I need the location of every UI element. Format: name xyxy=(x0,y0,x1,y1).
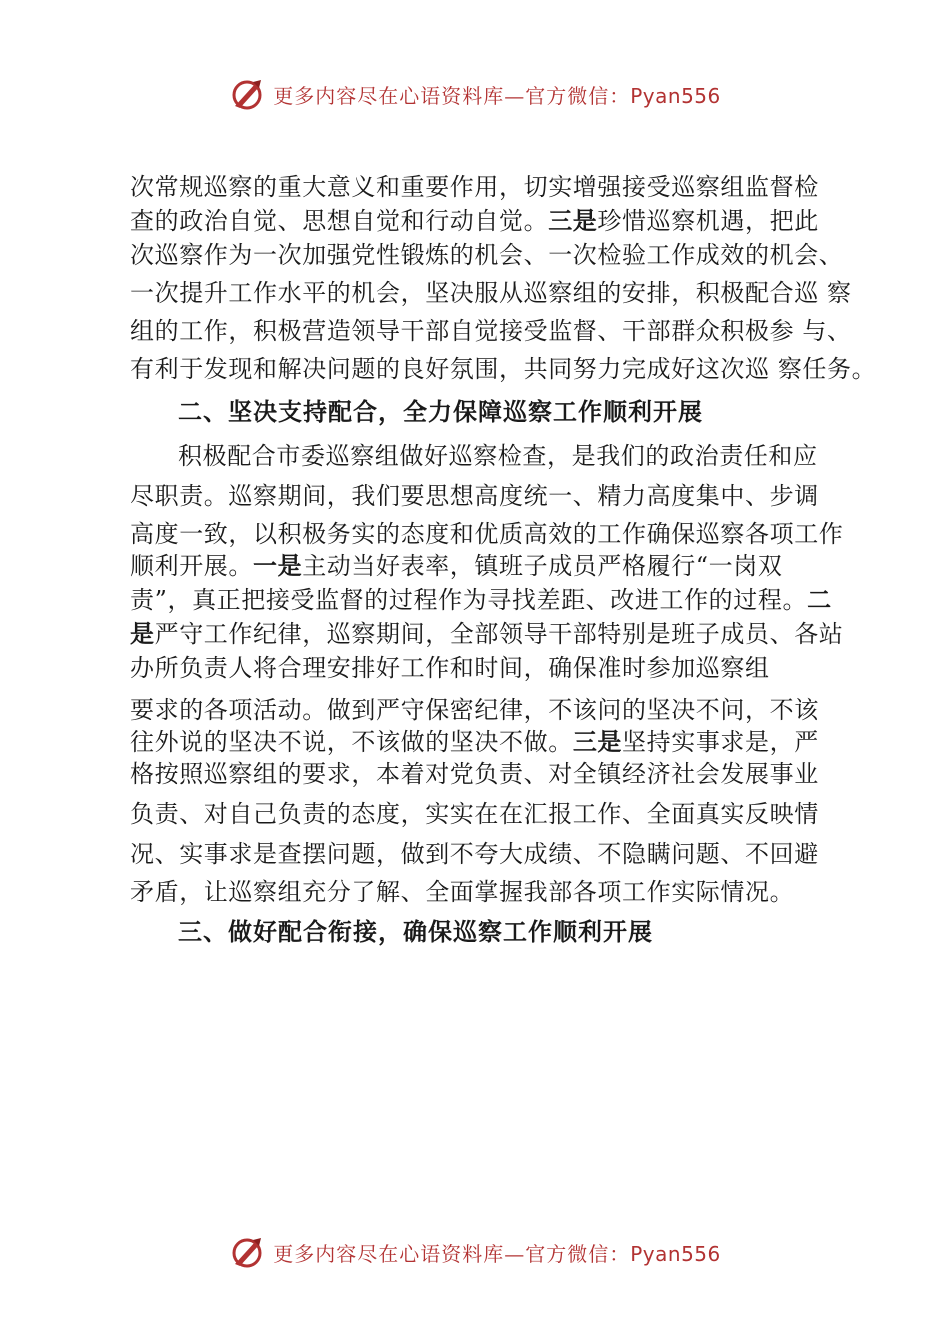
text-line: 积极配合市委巡察组做好巡察检查，是我们的政治责任和应 xyxy=(178,442,818,470)
section-heading-2: 二、坚决支持配合，全力保障巡察工作顺利开展 xyxy=(178,398,703,426)
wechat-id: Pyan556 xyxy=(630,83,721,108)
text-line: 组的工作，积极营造领导干部自觉接受监督、干部群众积极参 与、 xyxy=(130,317,852,345)
text-line: 高度一致，以积极务实的态度和优质高效的工作确保巡察各项工作 xyxy=(130,520,844,548)
text-line: 次常规巡察的重大意义和重要作用，切实增强接受巡察组监督检 xyxy=(130,173,819,201)
brush-pen-logo-icon xyxy=(229,76,265,112)
text-line: 要求的各项活动。做到严守保密纪律，不该问的坚决不问，不该 xyxy=(130,696,819,724)
watermark-text: 更多内容尽在心语资料库—官方微信：Pyan556 xyxy=(273,1241,721,1266)
text-line: 次巡察作为一次加强党性锻炼的机会、一次检验工作成效的机会、 xyxy=(130,241,844,269)
text-line: 责”，真正把接受监督的过程作为寻找差距、改进工作的过程。二 xyxy=(130,586,832,614)
watermark-text: 更多内容尽在心语资料库—官方微信：Pyan556 xyxy=(273,83,721,108)
text-line: 顺利开展。一是主动当好表率，镇班子成员严格履行“一岗双 xyxy=(130,552,783,580)
text-line: 况、实事求是查摆问题，做到不夸大成绩、不隐瞒问题、不回避 xyxy=(130,840,819,868)
bold-marker: 三是 xyxy=(548,207,598,235)
section-heading-3: 三、做好配合衔接，确保巡察工作顺利开展 xyxy=(178,918,653,946)
text-line: 格按照巡察组的要求，本着对党负责、对全镇经济社会发展事业 xyxy=(130,760,819,788)
text-line: 查的政治自觉、思想自觉和行动自觉。三是珍惜巡察机遇，把此 xyxy=(130,207,819,235)
text-line: 尽职责。巡察期间，我们要思想高度统一、精力高度集中、步调 xyxy=(130,482,819,510)
text-line: 负责、对自己负责的态度，实实在在汇报工作、全面真实反映情 xyxy=(130,800,819,828)
text-line: 矛盾，让巡察组充分了解、全面掌握我部各项工作实际情况。 xyxy=(130,878,795,906)
text-line: 有利于发现和解决问题的良好氛围，共同努力完成好这次巡 察任务。 xyxy=(130,355,877,383)
watermark-banner-top xyxy=(0,72,950,116)
text-line: 办所负责人将合理安排好工作和时间，确保准时参加巡察组 xyxy=(130,654,770,682)
bold-marker: 二 xyxy=(807,586,832,614)
watermark-banner-bottom xyxy=(0,1230,950,1274)
text-line: 是严守工作纪律，巡察期间，全部领导干部特别是班子成员、各站 xyxy=(130,620,844,648)
bold-marker: 一是 xyxy=(253,552,303,580)
bold-marker: 三是 xyxy=(572,728,623,756)
bold-marker: 是 xyxy=(130,620,155,648)
text-line: 往外说的坚决不说，不该做的坚决不做。三是坚持实事求是，严 xyxy=(130,728,819,756)
brush-pen-logo-icon xyxy=(229,1234,265,1270)
text-line: 一次提升工作水平的机会，坚决服从巡察组的安排，积极配合巡 察 xyxy=(130,279,852,307)
wechat-id: Pyan556 xyxy=(630,1241,721,1266)
